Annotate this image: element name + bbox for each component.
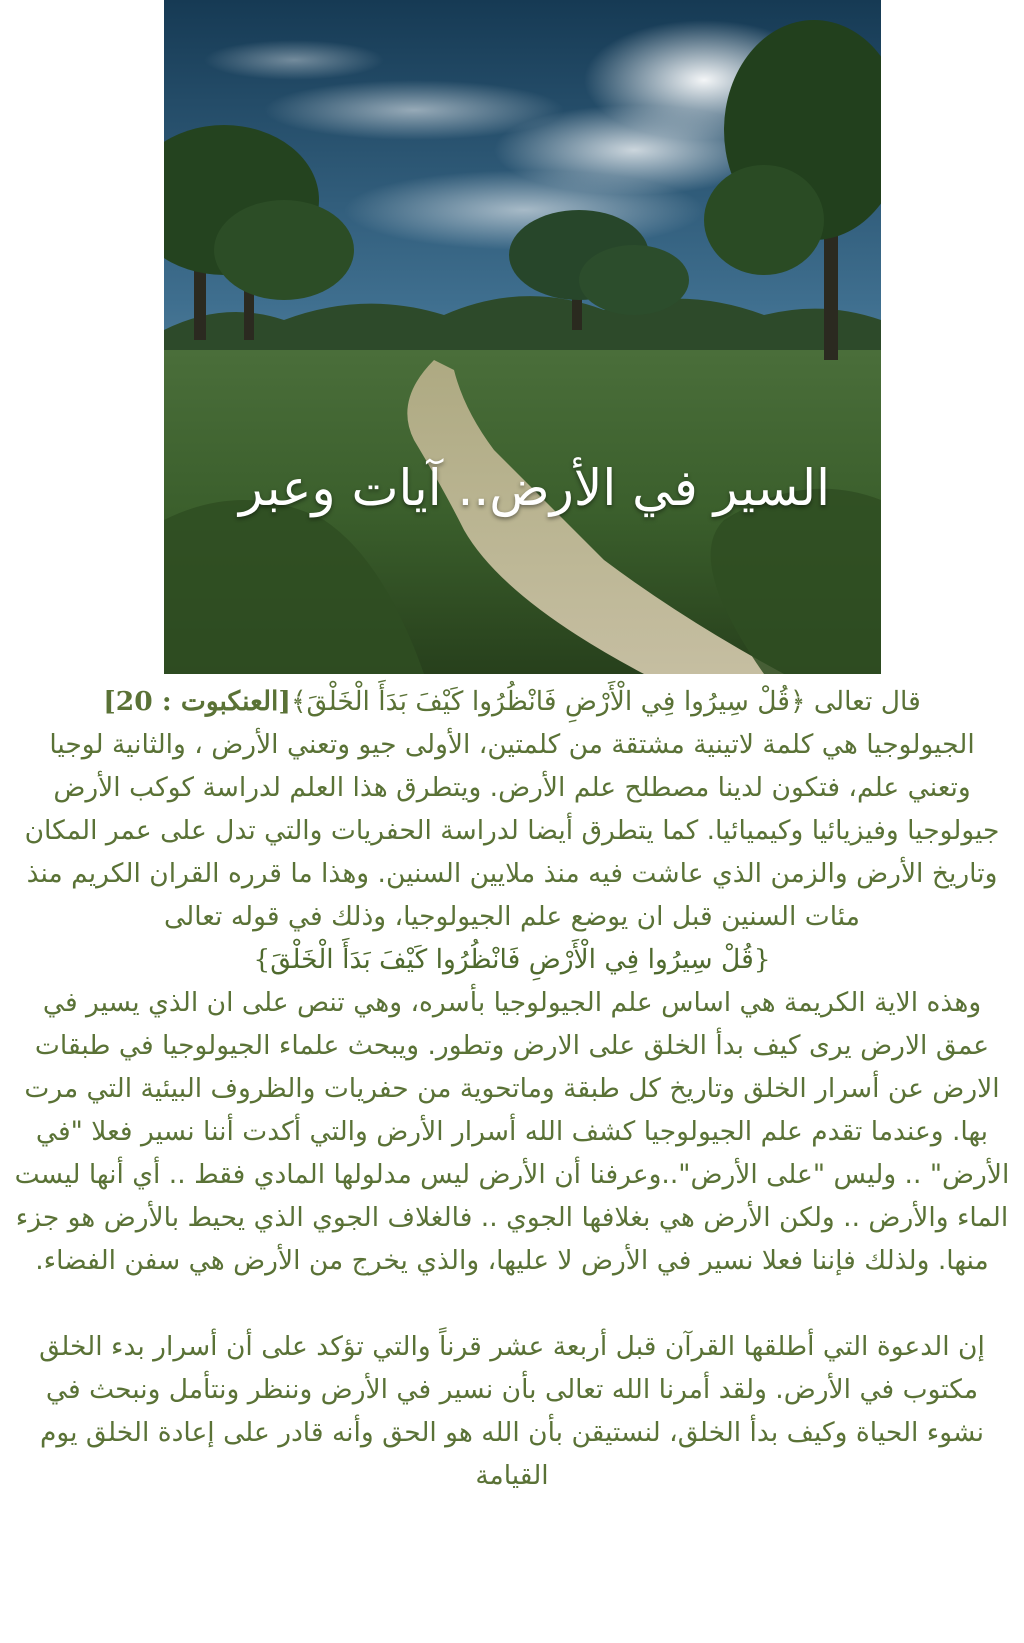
article-body <box>14 680 1010 1497</box>
paragraph-quran-call: إن الدعوة التي أطلقها القرآن قبل أربعة عشر قرناً والتي تؤكد على أن أسرار بدء الخلق مكتوب في الأرض. ولقد أمرنا الله تعالى بأن نسير في الأرض وننظر ونتأمل ونبحث في نشوء الحياة وكيف بدأ الخلق، لنستيقن بأن الله هو الحق وأنه قادر على إعادة الخلق يوم القيامة <box>39 1331 985 1491</box>
hero-title: السير في الأرض.. آيات وعبر <box>238 459 831 517</box>
landscape-illustration <box>164 0 881 674</box>
verse-citation-line <box>14 680 1010 723</box>
verse-text: ﴿قُلْ سِيرُوا فِي الْأَرْضِ فَانْظُرُوا كَيْفَ بَدَأَ الْخَلْقَ﴾ <box>290 686 806 717</box>
paragraph-verse-explanation: وهذه الاية الكريمة هي اساس علم الجيولوجيا بأسره، وهي تنص على ان الذي يسير في عمق الارض يرى كيف بدأ الخلق على الارض وتطور. ويبحث علماء الجيولوجيا في طبقات الارض عن أسرار الخلق وتاريخ كل طبقة وماتحوية من حفريات والظروف البيئية التي مرت بها. وعندما تقدم علم الجيولوجيا كشف الله أسرار الأرض والتي أكدت أننا نسير فعلا "في الأرض" .. وليس "على الأرض"..وعرفنا أن الأرض ليس مدلولها المادي فقط .. أي أنها ليست الماء والأرض .. ولكن الأرض هي بغلافها الجوي .. فالغلاف الجوي الذي يحيط بالأرض هو جزء منها. ولذلك فإننا فعلا نسير في الأرض لا عليها، والذي يخرج من الأرض هي سفن الفضاء. <box>14 987 1010 1276</box>
verse-reference: [العنكبوت : 20] <box>103 686 291 717</box>
hero-image <box>164 0 881 674</box>
verse-intro: قال تعالى <box>805 686 921 717</box>
verse-repeat: {قُلْ سِيرُوا فِي الْأَرْضِ فَانْظُرُوا كَيْفَ بَدَأَ الْخَلْقَ} <box>253 944 771 975</box>
paragraph-spacer <box>14 1282 1010 1325</box>
paragraph-geology-definition: الجيولوجيا هي كلمة لاتينية مشتقة من كلمتين، الأولى جيو وتعني الأرض ، والثانية لوجيا وتعني علم، فتكون لدينا مصطلح علم الأرض. ويتطرق هذا العلم لدراسة كوكب الأرض جيولوجيا وفيزيائيا وكيميائيا. كما يتطرق أيضا لدراسة الحفريات والتي تدل على عمر المكان وتاريخ الأرض والزمن الذي عاشت فيه منذ ملايين السنين. وهذا ما قرره القران الكريم منذ مئات السنين قبل ان يوضع علم الجيولوجيا، وذلك في قوله تعالى <box>24 729 1000 932</box>
